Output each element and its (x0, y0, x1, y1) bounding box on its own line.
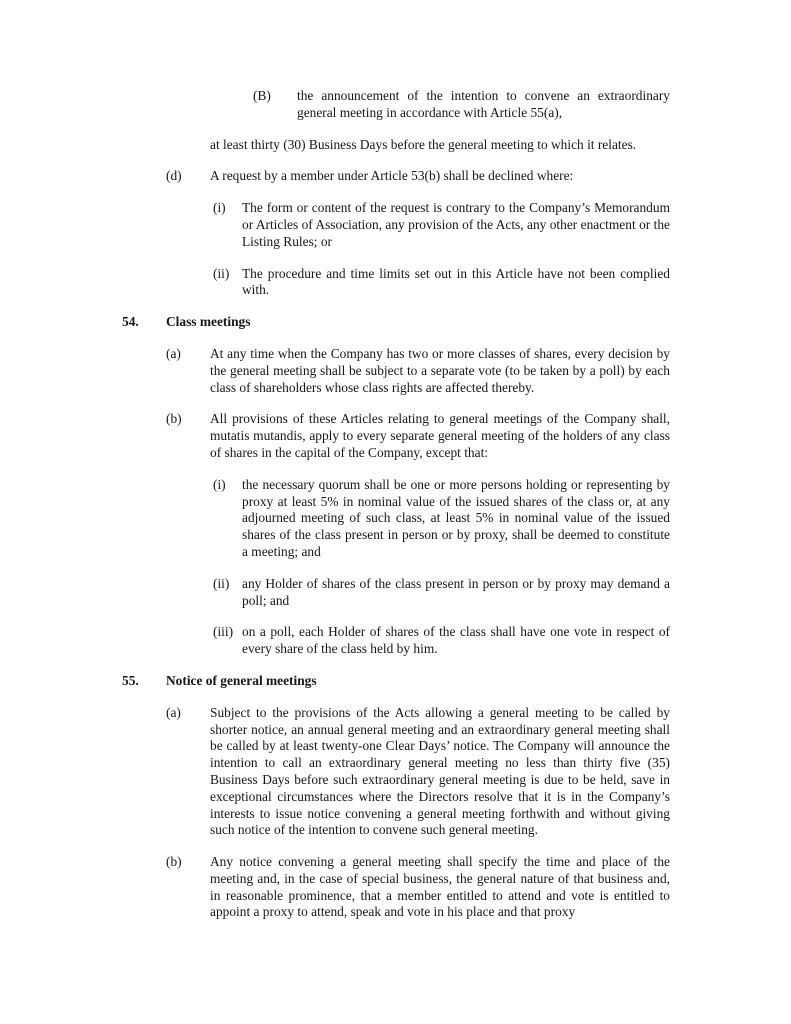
clause-54-b-iii (213, 624, 670, 658)
clause-54-b-text: All provisions of these Articles relating to general meetings of the Company shall, mutatis mutandis, apply to every separate general meeting of the holders of any class of shares in the capital of the Company, except that: (210, 411, 670, 460)
clause-d-label: (d) (166, 168, 182, 184)
clause-54-b-iii-text: on a poll, each Holder of shares of the class shall have one vote in respect of every share of the class held by him. (242, 624, 670, 657)
clause-54-b-ii-text: any Holder of shares of the class present in person or by proxy may demand a poll; and (242, 575, 670, 608)
section-54-title: Class meetings (166, 314, 251, 330)
clause-d-i-text: The form or content of the request is contrary to the Company’s Memorandum or Articles of Association, any provision of the Acts, any other enactment or the Listing Rules; or (242, 200, 670, 249)
section-55-number: 55. (122, 672, 139, 688)
clause-54-b-label: (b) (166, 411, 182, 427)
clause-55-b-text: Any notice convening a general meeting shall specify the time and place of the meeting and, in the case of special business, the general nature of that business and, in reasonable prominence, that a member entitled to attend and vote is entitled to appoint a proxy to attend, speak and vote in his place and that proxy (210, 854, 670, 920)
clause-54-b-i-text: the necessary quorum shall be one or more persons holding or representing by proxy at least 5% in nominal value of the issued shares of the class or, at any adjourned meeting of such class, at least 5% in nominal value of the issued shares of the class present in person or by proxy, shall be deemed to constitute a meeting; and (242, 476, 670, 559)
clause-54-b-ii (213, 576, 670, 610)
clause-d-ii (213, 266, 670, 300)
clause-54-a-label: (a) (166, 345, 181, 361)
clause-54-b-ii-label: (ii) (213, 575, 230, 591)
closing-paragraph (210, 137, 670, 154)
clause-d-i-label: (i) (213, 200, 226, 216)
clause-55-a (166, 705, 670, 839)
clause-B-label: (B) (253, 88, 271, 103)
clause-54-a-text: At any time when the Company has two or more classes of shares, every decision by the general meeting shall be subject to a separate vote (to be taken by a poll) by each class of shareholders whose class rights are affected thereby. (210, 345, 670, 395)
section-54-heading (122, 314, 670, 331)
clause-54-b-iii-label: (iii) (213, 624, 234, 640)
section-54-number: 54. (122, 314, 139, 330)
clause-54-a (166, 346, 670, 396)
section-55-heading (122, 673, 670, 690)
clause-55-b (166, 854, 670, 921)
clause-d-i (213, 200, 670, 250)
clause-54-b-i (213, 477, 670, 561)
clause-d-ii-text: The procedure and time limits set out in this Article have not been complied with. (242, 265, 670, 298)
clause-55-a-text: Subject to the provisions of the Acts allowing a general meeting to be called by shorter notice, an annual general meeting and an extraordinary general meeting shall be called by at least twenty-one Clear Days’ notice. The Company will announce the intention to call an extraordinary general meeting no less than thirty five (35) Business Days before such extraordinary general meeting is due to be held, save in exceptional circumstances where the Directors resolve that it is in the Company’s interests to issue notice convening a general meeting forthwith and without giving such notice of the intention to convene such general meeting. (210, 704, 670, 838)
clause-54-b-i-label: (i) (213, 476, 226, 492)
clause-d (166, 168, 670, 185)
closing-paragraph-text: at least thirty (30) Business Days before the general meeting to which it relates. (210, 136, 637, 152)
clause-d-text: A request by a member under Article 53(b) shall be declined where: (210, 168, 574, 184)
section-55-title: Notice of general meetings (166, 672, 317, 688)
clause-d-ii-label: (ii) (213, 265, 230, 281)
clause-B-text: the announcement of the intention to convene an extraordinary general meeting in accordance with Article 55(a), (297, 88, 670, 120)
clause-B (253, 88, 670, 122)
clause-55-a-label: (a) (166, 704, 181, 720)
clause-54-b (166, 411, 670, 461)
clause-55-b-label: (b) (166, 854, 182, 870)
